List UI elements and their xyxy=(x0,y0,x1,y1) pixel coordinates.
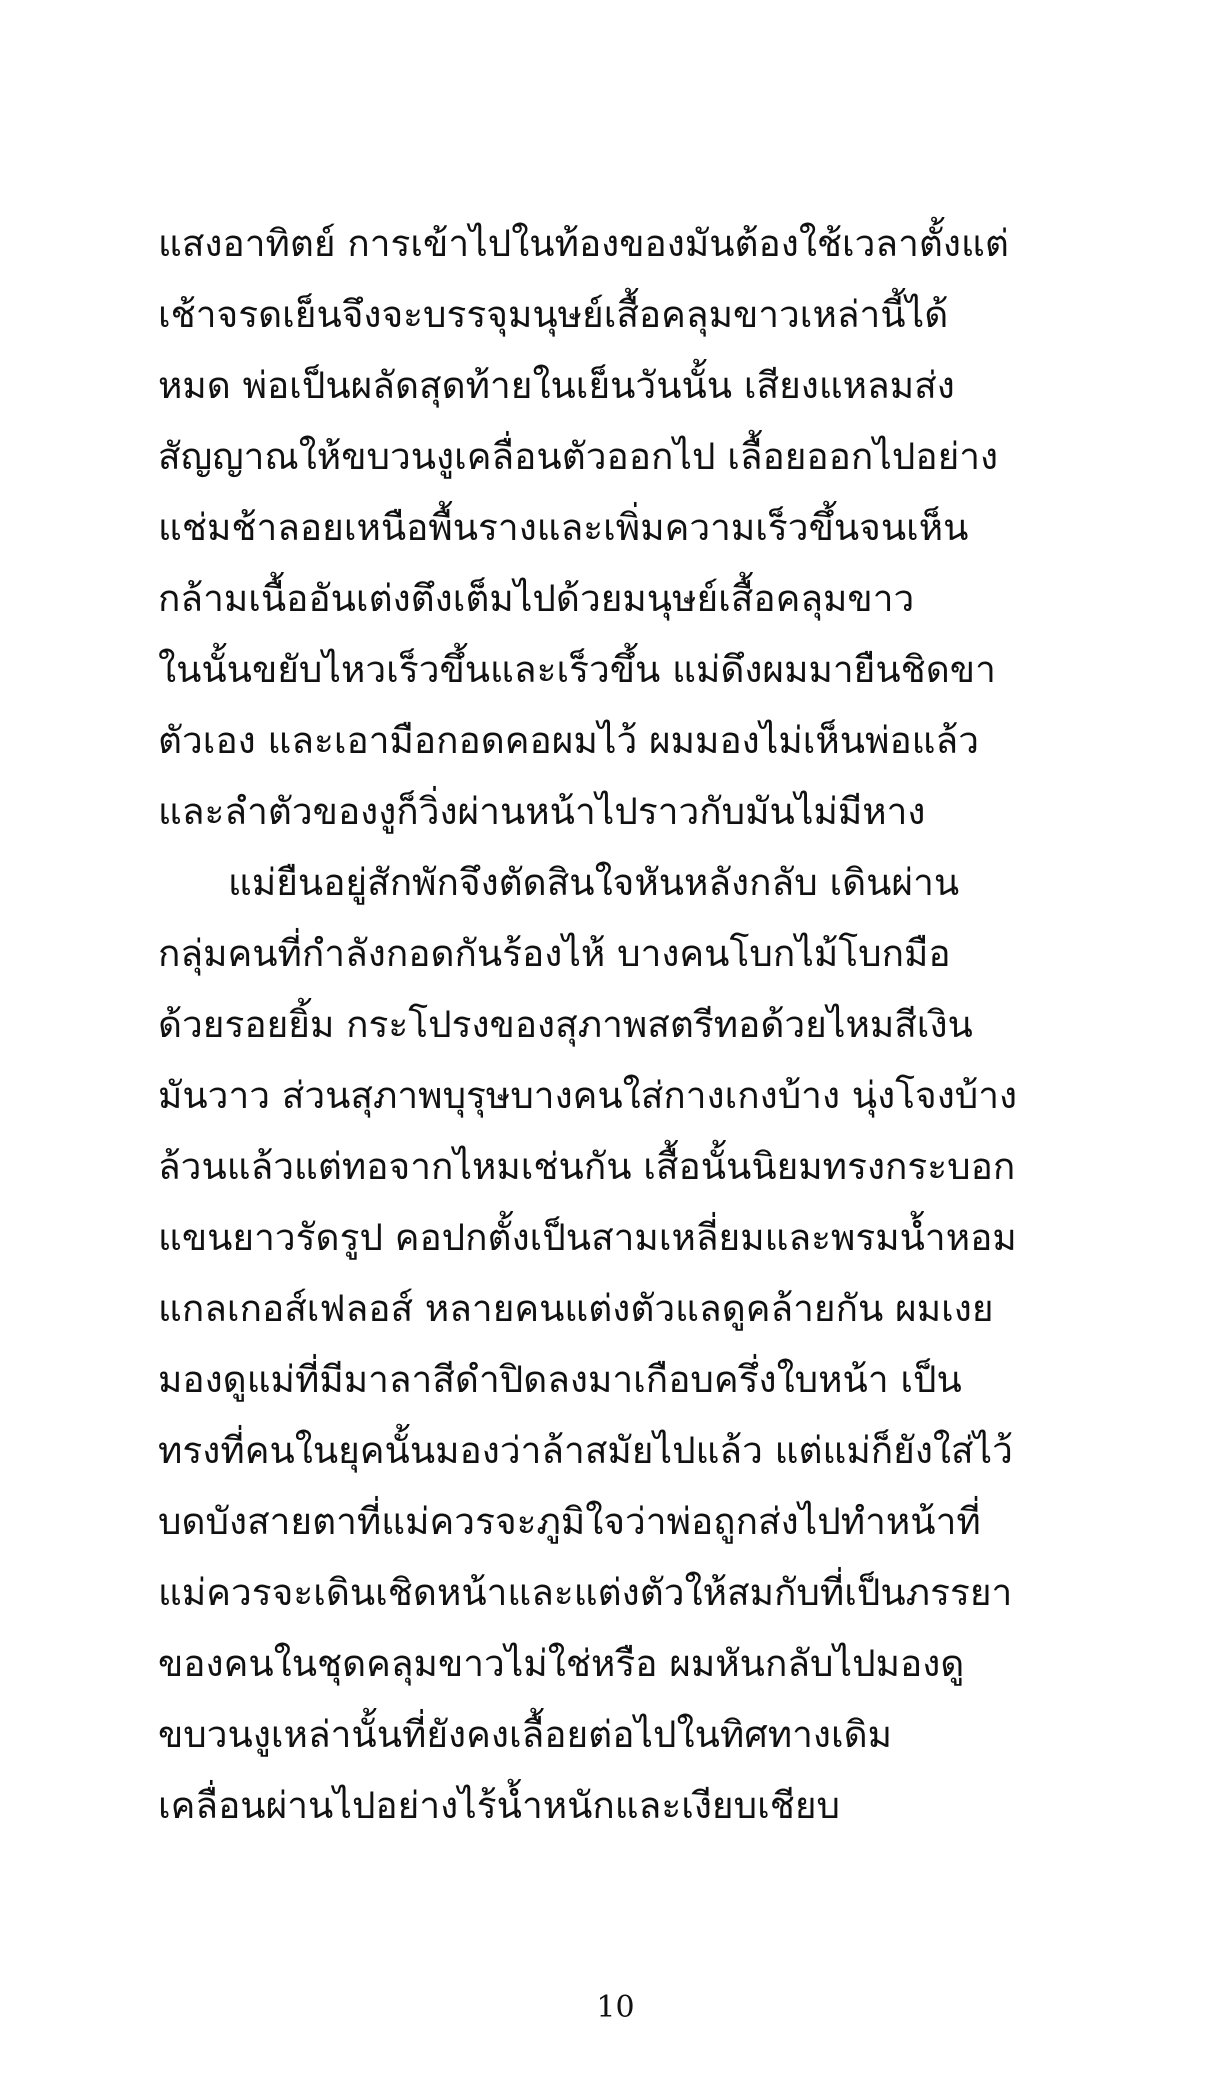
text-line: บดบังสายตาที่แม่ควรจะภูมิใจว่าพ่อถูกส่งไปทำหน้าที่ xyxy=(158,1500,981,1543)
text-line: แม่ควรจะเดินเชิดหน้าและแต่งตัวให้สมกับที่เป็นภรรยา xyxy=(158,1571,1013,1614)
page-number: 10 xyxy=(596,1990,635,2025)
text-line: แสงอาทิตย์ การเข้าไปในท้องของมันต้องใช้เวลาตั้งแต่ xyxy=(158,222,1009,265)
text-line: แขนยาวรัดรูป คอปกตั้งเป็นสามเหลี่ยมและพรมน้ำหอม xyxy=(158,1216,1017,1259)
text-line: มันวาว ส่วนสุภาพบุรุษบางคนใส่กางเกงบ้าง นุ่งโจงบ้าง xyxy=(158,1074,1018,1117)
text-line: ในนั้นขยับไหวเร็วขึ้นและเร็วขึ้น แม่ดึงผมมายืนชิดขา xyxy=(158,648,996,691)
text-line: มองดูแม่ที่มีมาลาสีดำปิดลงมาเกือบครึ่งใบหน้า เป็น xyxy=(158,1358,962,1401)
text-line: สัญญาณให้ขบวนงูเคลื่อนตัวออกไป เลื้อยออกไปอย่าง xyxy=(158,435,999,478)
body-text xyxy=(158,208,1038,1841)
text-line: แกลเกอส์เฟลอส์ หลายคนแต่งตัวแลดูคล้ายกัน ผมเงย xyxy=(158,1287,994,1330)
text-line: และลำตัวของงูก็วิ่งผ่านหน้าไปราวกับมันไม่มีหาง xyxy=(158,790,926,833)
paragraph-first-line: แม่ยืนอยู่สักพักจึงตัดสินใจหันหลังกลับ เดินผ่าน xyxy=(228,861,960,904)
text-line: ของคนในชุดคลุมขาวไม่ใช่หรือ ผมหันกลับไปมองดู xyxy=(158,1642,965,1685)
text-line: เช้าจรดเย็นจึงจะบรรจุมนุษย์เสื้อคลุมขาวเหล่านี้ได้ xyxy=(158,293,949,336)
text-line: ล้วนแล้วแต่ทอจากไหมเช่นกัน เสื้อนั้นนิยมทรงกระบอก xyxy=(158,1145,1016,1188)
text-line: กลุ่มคนที่กำลังกอดกันร้องไห้ บางคนโบกไม้โบกมือ xyxy=(158,932,951,975)
text-line: หมด พ่อเป็นผลัดสุดท้ายในเย็นวันนั้น เสียงแหลมส่ง xyxy=(158,364,955,407)
text-line: ด้วยรอยยิ้ม กระโปรงของสุภาพสตรีทอด้วยไหมสีเงิน xyxy=(158,1003,973,1046)
text-line: กล้ามเนื้ออันเต่งตึงเต็มไปด้วยมนุษย์เสื้อคลุมขาว xyxy=(158,577,915,620)
text-line: ทรงที่คนในยุคนั้นมองว่าล้าสมัยไปแล้ว แต่แม่ก็ยังใส่ไว้ xyxy=(158,1429,1013,1472)
text-line: แช่มช้าลอยเหนือพื้นรางและเพิ่มความเร็วขึ้นจนเห็น xyxy=(158,506,969,549)
text-line: เคลื่อนผ่านไปอย่างไร้น้ำหนักและเงียบเชียบ xyxy=(158,1784,841,1827)
text-line: ขบวนงูเหล่านั้นที่ยังคงเลื้อยต่อไปในทิศทางเดิม xyxy=(158,1713,893,1756)
text-line: ตัวเอง และเอามือกอดคอผมไว้ ผมมองไม่เห็นพ่อแล้ว xyxy=(158,719,979,762)
